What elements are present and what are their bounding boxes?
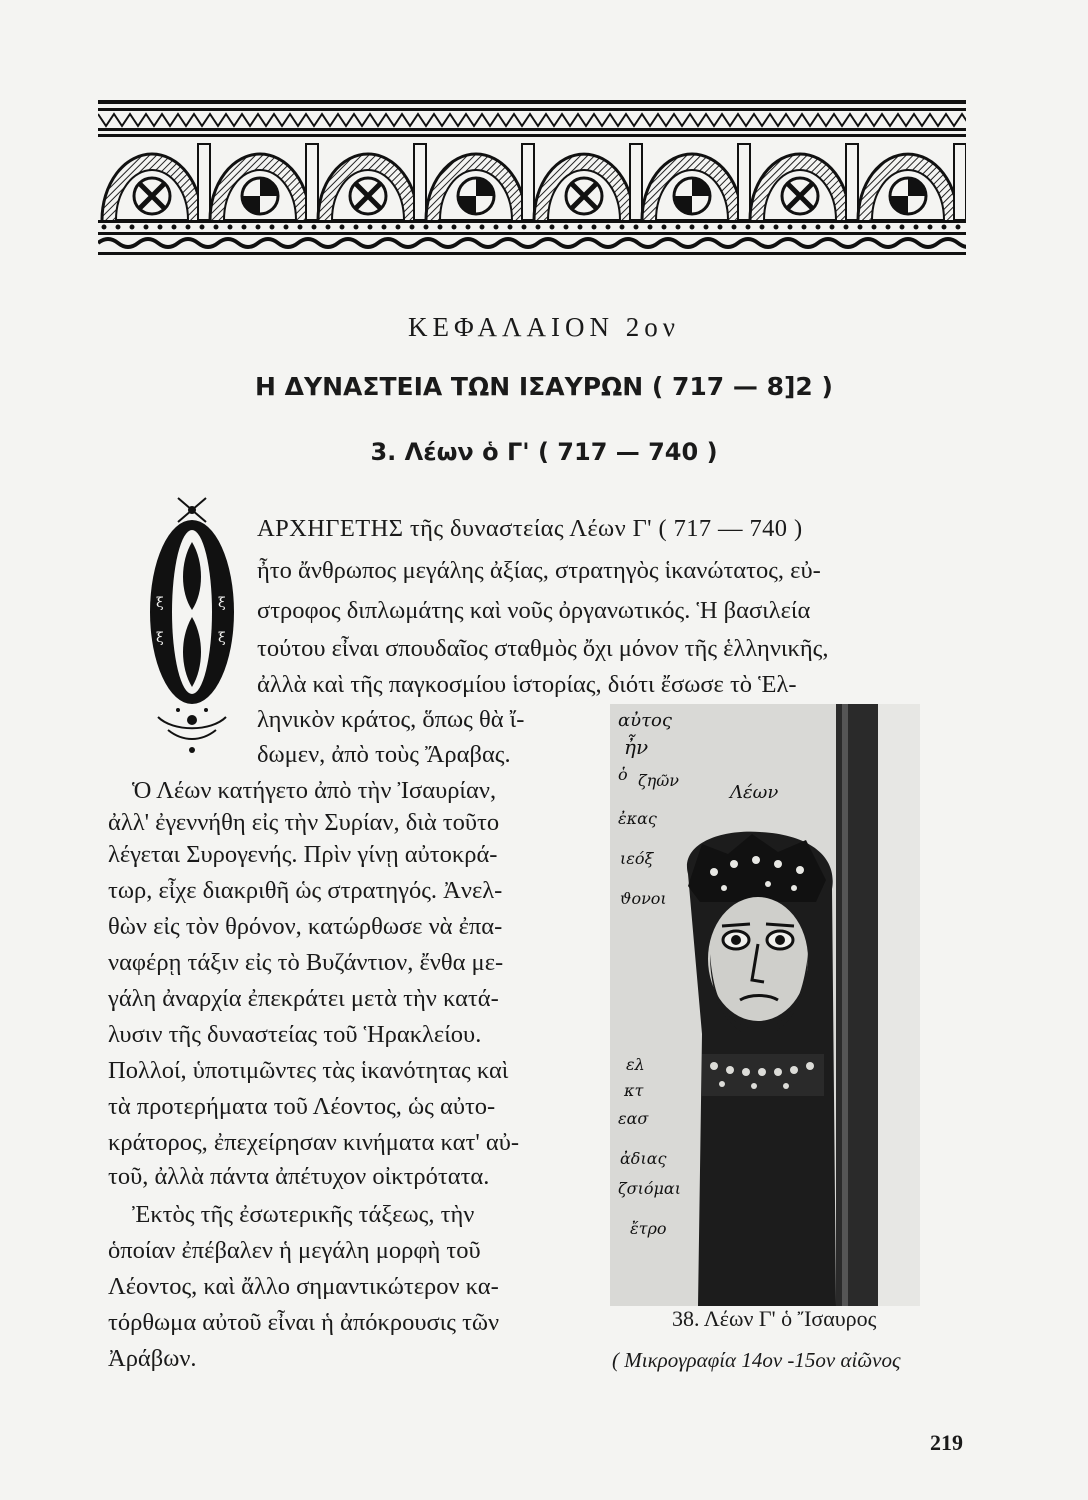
chapter-label: ΚΕΦΑΛΑΙΟΝ 2ον [408,312,680,342]
handwriting-text: αὐτος [618,710,672,731]
handwriting-text: Λέων [730,782,779,803]
chapter-title: Η ΔΥΝΑΣΤΕΙΑ ΤΩΝ ΙΣΑΥΡΩΝ ( 717 — 8]2 ) [255,372,833,401]
text-line: στροφος διπλωμάτης καὶ νοῦς ὀργανωτικός. Ἡ βασιλεία [257,597,811,624]
portrait-miniature-image [610,704,920,1306]
handwriting-text: ἐκας [618,809,657,828]
handwriting-text: ζσιόμαι [618,1179,681,1198]
decorated-initial [138,492,246,760]
page-number: 219 [930,1430,963,1455]
text-line: τοῦ, ἀλλὰ πάντα ἀπέτυχον οἰκτρότατα. [108,1163,490,1190]
text-line: θὼν εἰς τὸν θρόνον, κατώρθωσε νὰ ἐπα- [108,913,503,940]
text-line: ἀλλ' ἐγεννήθη εἰς τὴν Συρίαν, διὰ τοῦτο [108,809,500,836]
text-line: ἦτο ἄνθρωπος μεγάλης ἀξίας, στρατηγὸς ἱκανώτατος, εὐ- [257,557,821,584]
figure-caption: 38. Λέων Γ' ὁ Ἴσαυρος [672,1306,877,1331]
figure-caption-source: ( Μικρογραφία 14ον -15ον αἰῶνος [612,1348,901,1372]
text-line: γάλη ἀναρχία ἐπεκράτει μετὰ τὴν κατά- [108,985,499,1012]
decorative-frieze [98,100,966,260]
text-line: Λέοντος, καὶ ἄλλο σημαντικώτερον κα- [108,1273,499,1300]
handwriting-text: ὁ [618,765,628,784]
text-line: τόρθωμα αὐτοῦ εἶναι ἡ ἀπόκρουσις τῶν [108,1309,500,1336]
handwriting-text: ἀδιας [620,1149,667,1168]
handwriting-text: ἔτρο [630,1219,667,1238]
text-line: Ἀράβων. [108,1345,197,1372]
text-line: τὰ προτερήματα τοῦ Λέοντος, ὡς αὐτο- [108,1093,496,1120]
svg-text:ξ: ξ [156,630,164,646]
text-line: ὁποίαν ἐπέβαλεν ἡ μεγάλη μορφὴ τοῦ [108,1237,481,1264]
handwriting-text: ιεόξ [620,849,654,868]
svg-text:ξ: ξ [218,595,226,611]
text-line: ΑΡΧΗΓΕΤΗΣ τῆς δυναστείας Λέων Γ' ( 717 — 740 ) [257,515,803,542]
text-line: λέγεται Συρογενής. Πρὶν γίνῃ αὐτοκρά- [108,841,498,868]
text-line: λυσιν τῆς δυναστείας τοῦ Ἡρακλείου. [108,1021,482,1048]
text-line: τωρ, εἶχε διακριθῆ ὡς στρατηγός. Ἀνελ- [108,877,503,904]
text-line: Ὁ Λέων κατήγετο ἀπὸ τὴν Ἰσαυρίαν, [132,777,497,804]
text-line: Πολλοί, ὑποτιμῶντες τὰς ἱκανότητας καὶ [108,1057,509,1084]
handwriting-text: ἦν [624,735,649,759]
text-line: ληνικὸν κράτος, ὅπως θὰ ἴ- [257,706,525,733]
svg-text:ξ: ξ [218,630,226,646]
handwriting-text: ζηῶν [638,771,680,790]
handwriting-text: ελ [626,1055,645,1074]
handwriting-text: ϑονοι [620,889,667,908]
text-line: ἀλλὰ καὶ τῆς παγκοσμίου ἱστορίας, διότι ἔσωσε τὸ Ἑλ- [257,671,797,698]
text-line: κράτορος, ἐπεχείρησαν κινήματα κατ' αὐ- [108,1129,519,1156]
svg-text:ξ: ξ [156,595,164,611]
text-line: Ἐκτὸς τῆς ἐσωτερικῆς τάξεως, τὴν [132,1201,475,1228]
text-line: ναφέρῃ τάξιν εἰς τὸ Βυζάντιον, ἔνθα με- [108,949,504,976]
section-title: 3. Λέων ὁ Γ' ( 717 — 740 ) [370,438,718,466]
handwriting-text: κτ [624,1081,644,1100]
text-line: δωμεν, ἀπὸ τοὺς Ἄραβας. [257,741,511,768]
text-line: τούτου εἶναι σπουδαῖος σταθμὸς ὄχι μόνον τῆς ἑλληνικῆς, [257,635,829,662]
handwriting-text: εασ [618,1109,649,1128]
